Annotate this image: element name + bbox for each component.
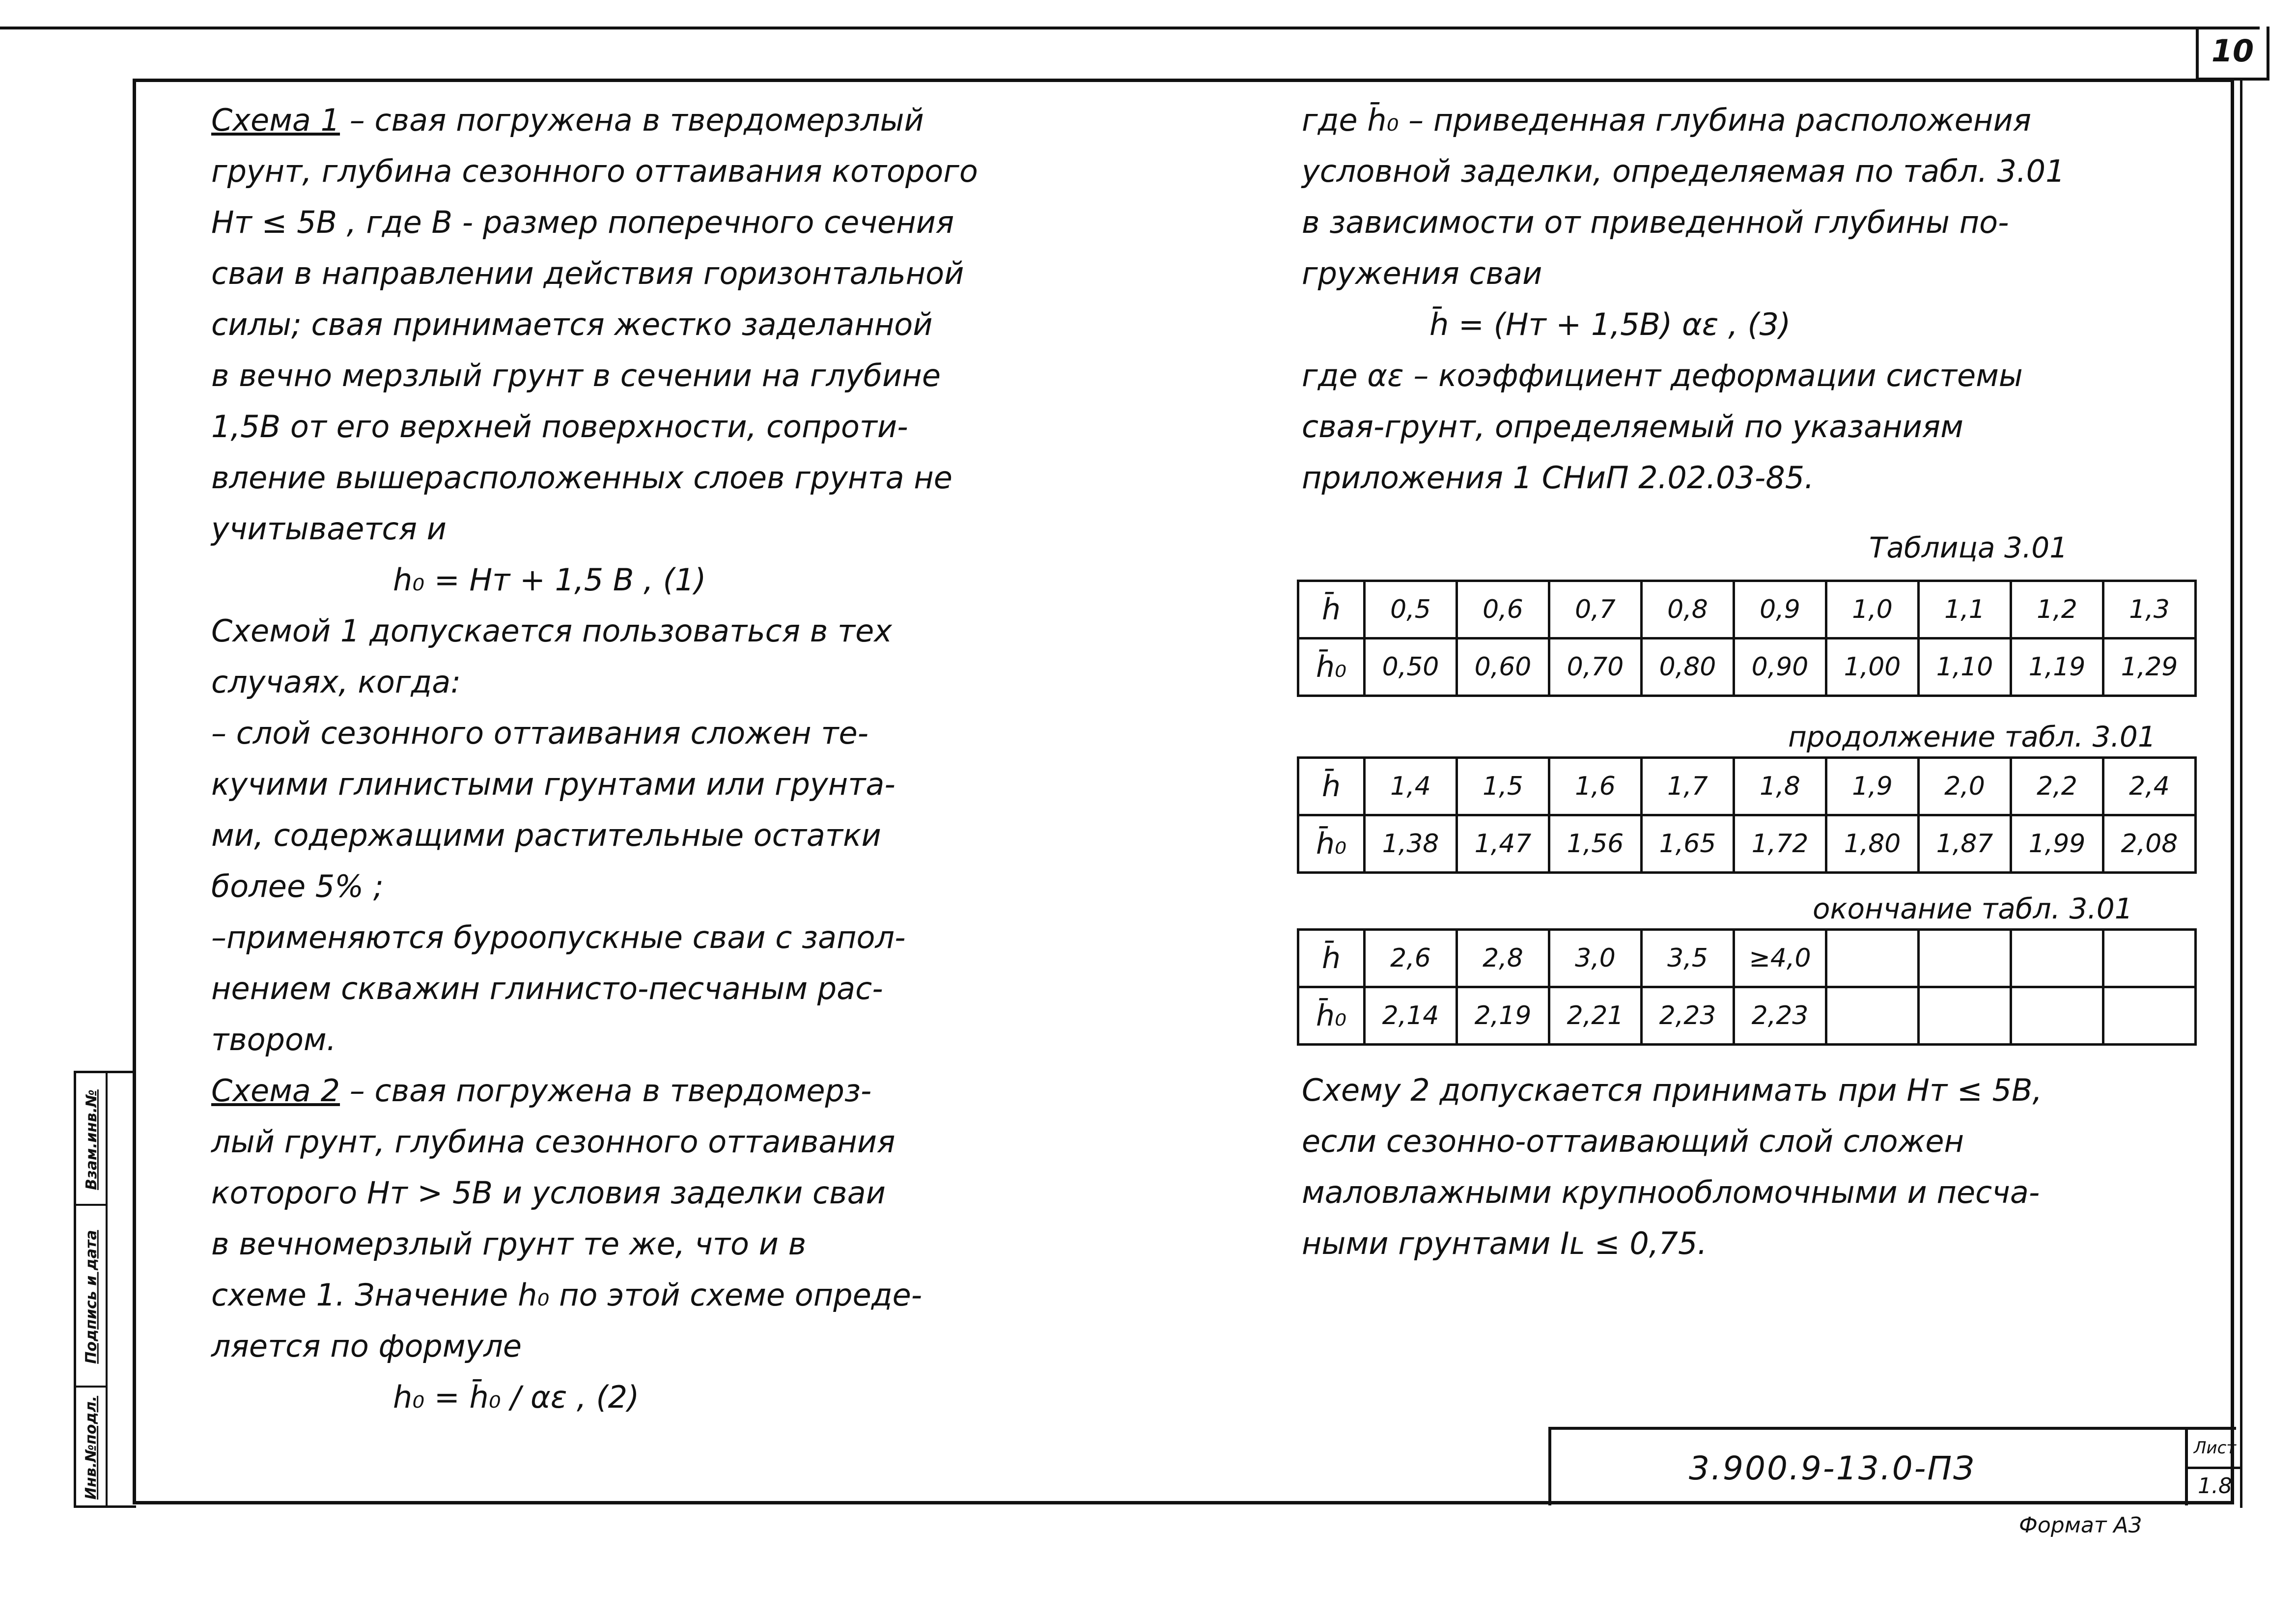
text-span: Схему 2 допускается принимать при Hт ≤ 5В, [1302, 1072, 2043, 1108]
table-cell: 1,72 [1734, 815, 1826, 873]
text-line [211, 816, 881, 855]
text-line [211, 458, 952, 498]
table-cell [1919, 930, 2011, 987]
table-cell: 2,23 [1734, 987, 1826, 1045]
table-row [1298, 758, 2196, 815]
sheet-label: Лист [2188, 1430, 2242, 1469]
sheet-value: 1.8 [2198, 1473, 2232, 1499]
text-span: Нт ≤ 5В , где В - размер поперечного сечения [211, 204, 954, 240]
text-span: учитывается и [211, 511, 447, 547]
table-cell: 2,2 [2011, 758, 2103, 815]
table-row [1298, 639, 2196, 696]
text-span: если сезонно-оттаивающий слой сложен [1302, 1123, 1964, 1159]
text-span: свая-грунт, определяемый по указаниям [1302, 409, 1963, 445]
table-cell: 1,0 [1826, 581, 1919, 639]
text-line [1302, 101, 2031, 140]
text-line [211, 969, 883, 1008]
text-line [211, 509, 447, 549]
text-line [393, 560, 706, 600]
table-cell [2011, 930, 2103, 987]
table-cell: 1,7 [1642, 758, 1734, 815]
text-span: которого Hт > 5В и условия заделки сваи [211, 1175, 886, 1211]
table-3-01-part-3 [1297, 928, 2197, 1046]
text-span: Схемой 1 допускается пользоваться в тех [211, 613, 892, 649]
text-line [211, 1327, 522, 1366]
side-stamp-divider [106, 1073, 108, 1505]
sheet-box [2185, 1430, 2242, 1505]
text-span: случаях, когда: [211, 664, 461, 700]
text-line [1302, 1173, 2040, 1212]
text-span: более 5% ; [211, 868, 384, 904]
text-span: ляется по формуле [211, 1328, 522, 1364]
text-span: – свая погружена в твердомерз- [340, 1073, 872, 1109]
title-block [1548, 1427, 2236, 1505]
table-cell: 1,19 [2011, 639, 2103, 696]
text-span: схеме 1. Значение h₀ по этой схеме опреде- [211, 1277, 923, 1313]
table-row [1298, 581, 2196, 639]
text-span: условной заделки, определяемая по табл. 3.01 [1302, 153, 2065, 189]
table-cell [1826, 987, 1919, 1045]
table-cell: ≥4,0 [1734, 930, 1826, 987]
text-line [211, 1071, 871, 1111]
text-span: в вечно мерзлый грунт в сечении на глубине [211, 358, 941, 393]
table-cell: 0,5 [1365, 581, 1457, 639]
table-cell [2011, 987, 2103, 1045]
table-cell: 3,5 [1642, 930, 1734, 987]
table-cell: 1,8 [1734, 758, 1826, 815]
text-line [393, 1378, 639, 1417]
table-3-01-part-2 [1297, 756, 2197, 874]
format-label: Формат А3 [2019, 1513, 2142, 1538]
table-cell [1826, 930, 1919, 987]
row-header: h̄ [1298, 930, 1365, 987]
text-span: в вечномерзлый грунт те же, что и в [211, 1226, 807, 1262]
text-line [211, 1224, 806, 1264]
table-row [1298, 930, 2196, 987]
text-line [1429, 305, 1791, 344]
text-line [1302, 1071, 2042, 1110]
text-line [211, 101, 924, 140]
text-line [211, 714, 868, 753]
text-span: грунт, глубина сезонного оттаивания которого [211, 153, 978, 189]
text-line [211, 356, 941, 395]
table-row [1298, 815, 2196, 873]
table-cell: 2,14 [1365, 987, 1457, 1045]
table-cell: 2,21 [1549, 987, 1642, 1045]
text-span: ными грунтами Iʟ ≤ 0,75. [1302, 1225, 1708, 1261]
table-cell: 2,08 [2103, 815, 2196, 873]
table-cell: 1,29 [2103, 639, 2196, 696]
table-cell: 1,99 [2011, 815, 2103, 873]
row-header: h̄ [1298, 581, 1365, 639]
table-cell: 1,1 [1919, 581, 2011, 639]
table-cell: 0,80 [1642, 639, 1734, 696]
text-line [211, 1020, 336, 1059]
text-span: – свая погружена в твердомерзлый [340, 102, 924, 138]
row-header: h̄₀ [1298, 987, 1365, 1045]
text-line [211, 663, 461, 702]
table-cell: 0,7 [1549, 581, 1642, 639]
text-line [1302, 203, 2009, 242]
table-cell: 3,0 [1549, 930, 1642, 987]
row-header: h̄ [1298, 758, 1365, 815]
text-span: приложения 1 СНиП 2.02.03-85. [1302, 460, 1814, 496]
table-cell: 1,47 [1457, 815, 1549, 873]
text-span: где αε – коэффициент деформации системы [1302, 358, 2023, 393]
text-span: h̄ = (Hт + 1,5В) αε , (3) [1429, 306, 1791, 342]
table-cell: 1,00 [1826, 639, 1919, 696]
table-cell: 2,6 [1365, 930, 1457, 987]
text-span: вление вышерасположенных слоев грунта не [211, 460, 952, 496]
side-stamp [74, 1071, 136, 1508]
table-caption-1: Таблица 3.01 [1869, 531, 2068, 564]
scheme-heading: Схема 1 [211, 102, 340, 138]
text-span: гружения сваи [1302, 255, 1542, 291]
table-cell: 1,10 [1919, 639, 2011, 696]
document-code: 3.900.9-13.0-ПЗ [1689, 1449, 1976, 1487]
text-line [211, 1122, 895, 1162]
text-line [1302, 1122, 1964, 1161]
frame-right-edge [2240, 79, 2242, 1508]
table-cell: 0,8 [1642, 581, 1734, 639]
text-span: нением скважин глинисто-песчаным рас- [211, 971, 883, 1006]
table-caption-2: продолжение табл. 3.01 [1788, 720, 2156, 753]
text-span: в зависимости от приведенной глубины по- [1302, 204, 2009, 240]
table-cell [1919, 987, 2011, 1045]
text-line [1302, 458, 1814, 498]
text-line [211, 1276, 922, 1315]
row-header: h̄₀ [1298, 639, 1365, 696]
text-span: маловлажными крупнообломочными и песча- [1302, 1174, 2040, 1210]
table-cell [2103, 987, 2196, 1045]
text-line [211, 254, 964, 293]
side-label-inventory: Инв.№подл. [83, 1395, 100, 1500]
sheet-number: 10 [2196, 27, 2269, 81]
text-span: сваи в направлении действия горизонтальной [211, 255, 964, 291]
table-cell: 1,80 [1826, 815, 1919, 873]
table-cell: 1,6 [1549, 758, 1642, 815]
table-cell: 1,5 [1457, 758, 1549, 815]
text-line [211, 407, 908, 446]
text-span: кучими глинистыми грунтами или грунта- [211, 766, 896, 802]
table-cell: 2,23 [1642, 987, 1734, 1045]
table-cell: 0,50 [1365, 639, 1457, 696]
text-line [211, 203, 954, 242]
text-line [211, 152, 978, 191]
table-cell: 0,6 [1457, 581, 1549, 639]
text-span: силы; свая принимается жестко заделанной [211, 306, 933, 342]
text-span: ми, содержащими растительные остатки [211, 817, 881, 853]
table-cell: 2,4 [2103, 758, 2196, 815]
text-line [211, 918, 905, 957]
text-line [1302, 1224, 1707, 1263]
text-span: 1,5В от его верхней поверхности, сопроти- [211, 409, 908, 445]
text-line [211, 1173, 886, 1213]
table-cell: 0,9 [1734, 581, 1826, 639]
table-cell: 1,2 [2011, 581, 2103, 639]
table-row [1298, 987, 2196, 1045]
text-span: h₀ = h̄₀ / αε , (2) [393, 1379, 640, 1415]
text-line [211, 611, 892, 651]
text-span: –применяются буроопускные сваи с запол- [211, 919, 906, 955]
table-cell: 0,60 [1457, 639, 1549, 696]
text-line [1302, 152, 2065, 191]
table-cell: 1,65 [1642, 815, 1734, 873]
text-line [211, 765, 896, 804]
text-span: твором. [211, 1022, 336, 1057]
text-line [211, 305, 933, 344]
top-border-line [0, 27, 2260, 29]
table-cell: 1,3 [2103, 581, 2196, 639]
text-line [1302, 254, 1542, 293]
text-line [1302, 356, 2023, 395]
text-span: – слой сезонного оттаивания сложен те- [211, 715, 869, 751]
text-span: лый грунт, глубина сезонного оттаивания [211, 1124, 896, 1160]
table-cell: 1,9 [1826, 758, 1919, 815]
table-cell: 1,56 [1549, 815, 1642, 873]
table-cell: 2,0 [1919, 758, 2011, 815]
side-label-signature: Подпись и дата [83, 1229, 100, 1364]
text-line [211, 867, 384, 906]
table-cell: 0,90 [1734, 639, 1826, 696]
text-span: h₀ = Hт + 1,5 В , (1) [393, 562, 706, 598]
table-caption-3: окончание табл. 3.01 [1813, 892, 2133, 925]
text-span: где h̄₀ – приведенная глубина расположения [1302, 102, 2032, 138]
table-cell: 2,19 [1457, 987, 1549, 1045]
table-cell: 1,87 [1919, 815, 2011, 873]
table-cell: 2,8 [1457, 930, 1549, 987]
side-label-replacement: Взам.инв.№ [83, 1089, 100, 1190]
scheme-heading: Схема 2 [211, 1073, 340, 1109]
table-cell: 1,4 [1365, 758, 1457, 815]
table-cell [2103, 930, 2196, 987]
table-cell: 1,38 [1365, 815, 1457, 873]
row-header: h̄₀ [1298, 815, 1365, 873]
table-3-01-part-1 [1297, 580, 2197, 697]
table-cell: 0,70 [1549, 639, 1642, 696]
text-line [1302, 407, 1963, 446]
